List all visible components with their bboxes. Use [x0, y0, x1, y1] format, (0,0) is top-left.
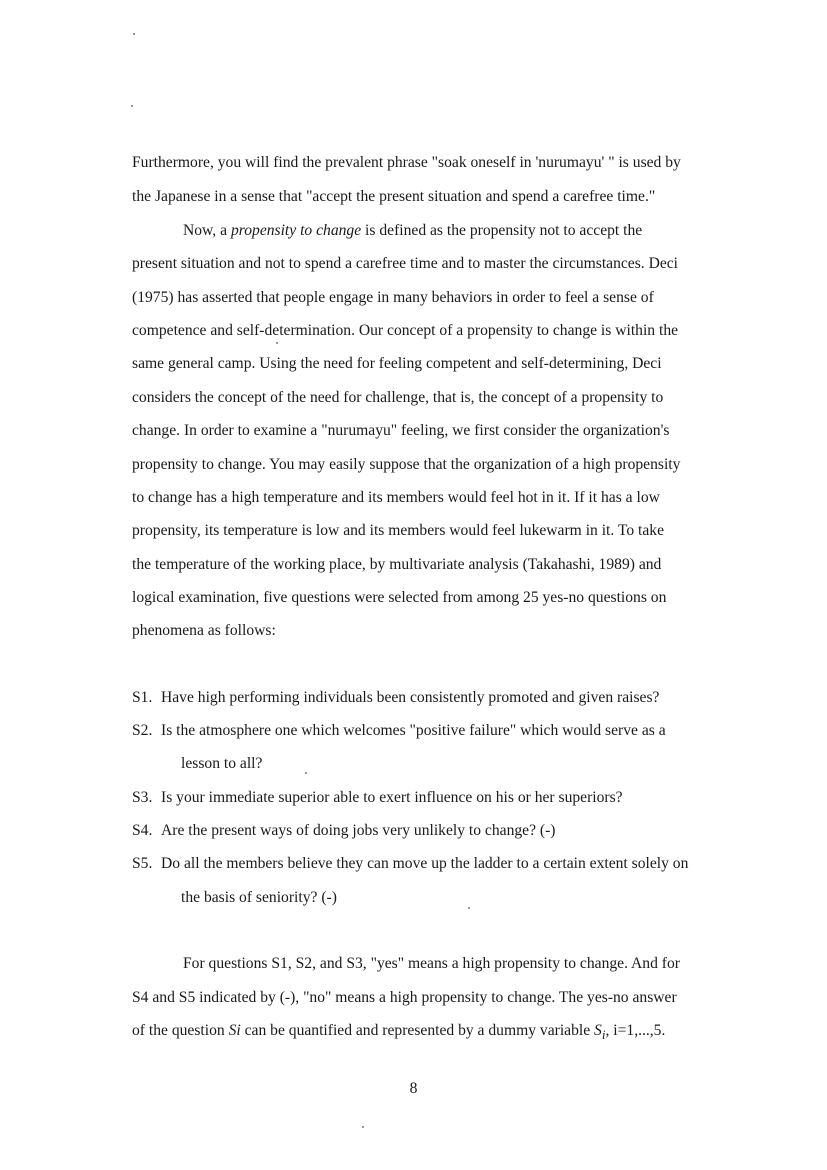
question-text: Is your immediate superior able to exert influence on his or her superiors? — [161, 789, 623, 806]
text-fragment: of the question — [132, 1022, 229, 1039]
question-continuation: the basis of seniority? (-) — [181, 889, 337, 906]
text-line: (1975) has asserted that people engage in many behaviors in order to feel a sense of — [132, 289, 654, 306]
question-label: S3. — [132, 789, 153, 806]
text-line: S4 and S5 indicated by (-), "no" means a high propensity to change. The yes-no answer — [132, 989, 677, 1006]
text-fragment: , i=1,...,5. — [605, 1022, 666, 1039]
question-text: Have high performing individuals been consistently promoted and given raises? — [161, 689, 660, 706]
dummy-variable: S — [594, 1022, 602, 1039]
text-line: considers the concept of the need for challenge, that is, the concept of a propensity to — [132, 389, 664, 406]
variable-subscript: i — [601, 1027, 606, 1043]
text-line: same general camp. Using the need for feeling competent and self-determining, Deci — [132, 355, 662, 372]
variable: Si — [228, 1022, 241, 1039]
question-label: S5. — [132, 855, 153, 872]
text-line: propensity, its temperature is low and its members would feel lukewarm in it. To take — [132, 522, 665, 539]
scan-speck — [133, 33, 135, 35]
text-fragment: can be quantified and represented by a dummy variable — [240, 1022, 595, 1039]
question-label: S1. — [132, 689, 153, 706]
page-number: 8 — [409, 1080, 418, 1097]
question-label: S4. — [132, 822, 153, 839]
emphasized-term: propensity to change — [230, 222, 362, 239]
text-line: change. In order to examine a "nurumayu" feeling, we first consider the organization's — [132, 422, 670, 439]
question-s4 — [132, 821, 556, 841]
scan-speck — [276, 342, 278, 344]
text-line: present situation and not to spend a carefree time and to master the circumstances. Deci — [132, 255, 679, 272]
question-s1 — [132, 688, 659, 708]
text-line: to change has a high temperature and its members would feel hot in it. If it has a low — [132, 489, 660, 506]
scan-speck — [131, 105, 133, 107]
question-continuation: lesson to all? — [181, 755, 263, 772]
question-s5 — [132, 854, 688, 874]
text-line: logical examination, five questions were selected from among 25 yes-no questions on — [132, 589, 667, 606]
question-s2 — [132, 721, 666, 741]
question-text: Are the present ways of doing jobs very unlikely to change? (-) — [161, 822, 556, 839]
text-line: competence and self-determination. Our concept of a propensity to change is within the — [132, 322, 679, 339]
text-fragment: is defined as the propensity not to accept the — [361, 222, 643, 239]
scan-speck — [468, 907, 470, 909]
text-line: For questions S1, S2, and S3, "yes" means a high propensity to change. And for — [183, 955, 680, 972]
question-text: Is the atmosphere one which welcomes "positive failure" which would serve as a — [161, 722, 666, 739]
text-line — [183, 221, 642, 241]
question-s3 — [132, 788, 623, 808]
question-text: Do all the members believe they can move up the ladder to a certain extent solely on — [161, 855, 689, 872]
text-line: Furthermore, you will find the prevalent phrase "soak oneself in 'nurumayu' " is used by — [132, 154, 681, 171]
text-line: the temperature of the working place, by multivariate analysis (Takahashi, 1989) and — [132, 556, 662, 573]
text-line: propensity to change. You may easily suppose that the organization of a high propensity — [132, 456, 681, 473]
scan-speck — [362, 1126, 364, 1128]
question-label: S2. — [132, 722, 153, 739]
text-fragment: Now, a — [183, 222, 231, 239]
scan-speck — [305, 772, 307, 774]
text-line: phenomena as follows: — [132, 622, 276, 639]
text-line — [132, 1021, 665, 1045]
text-line: the Japanese in a sense that "accept the present situation and spend a carefree time." — [132, 188, 656, 205]
